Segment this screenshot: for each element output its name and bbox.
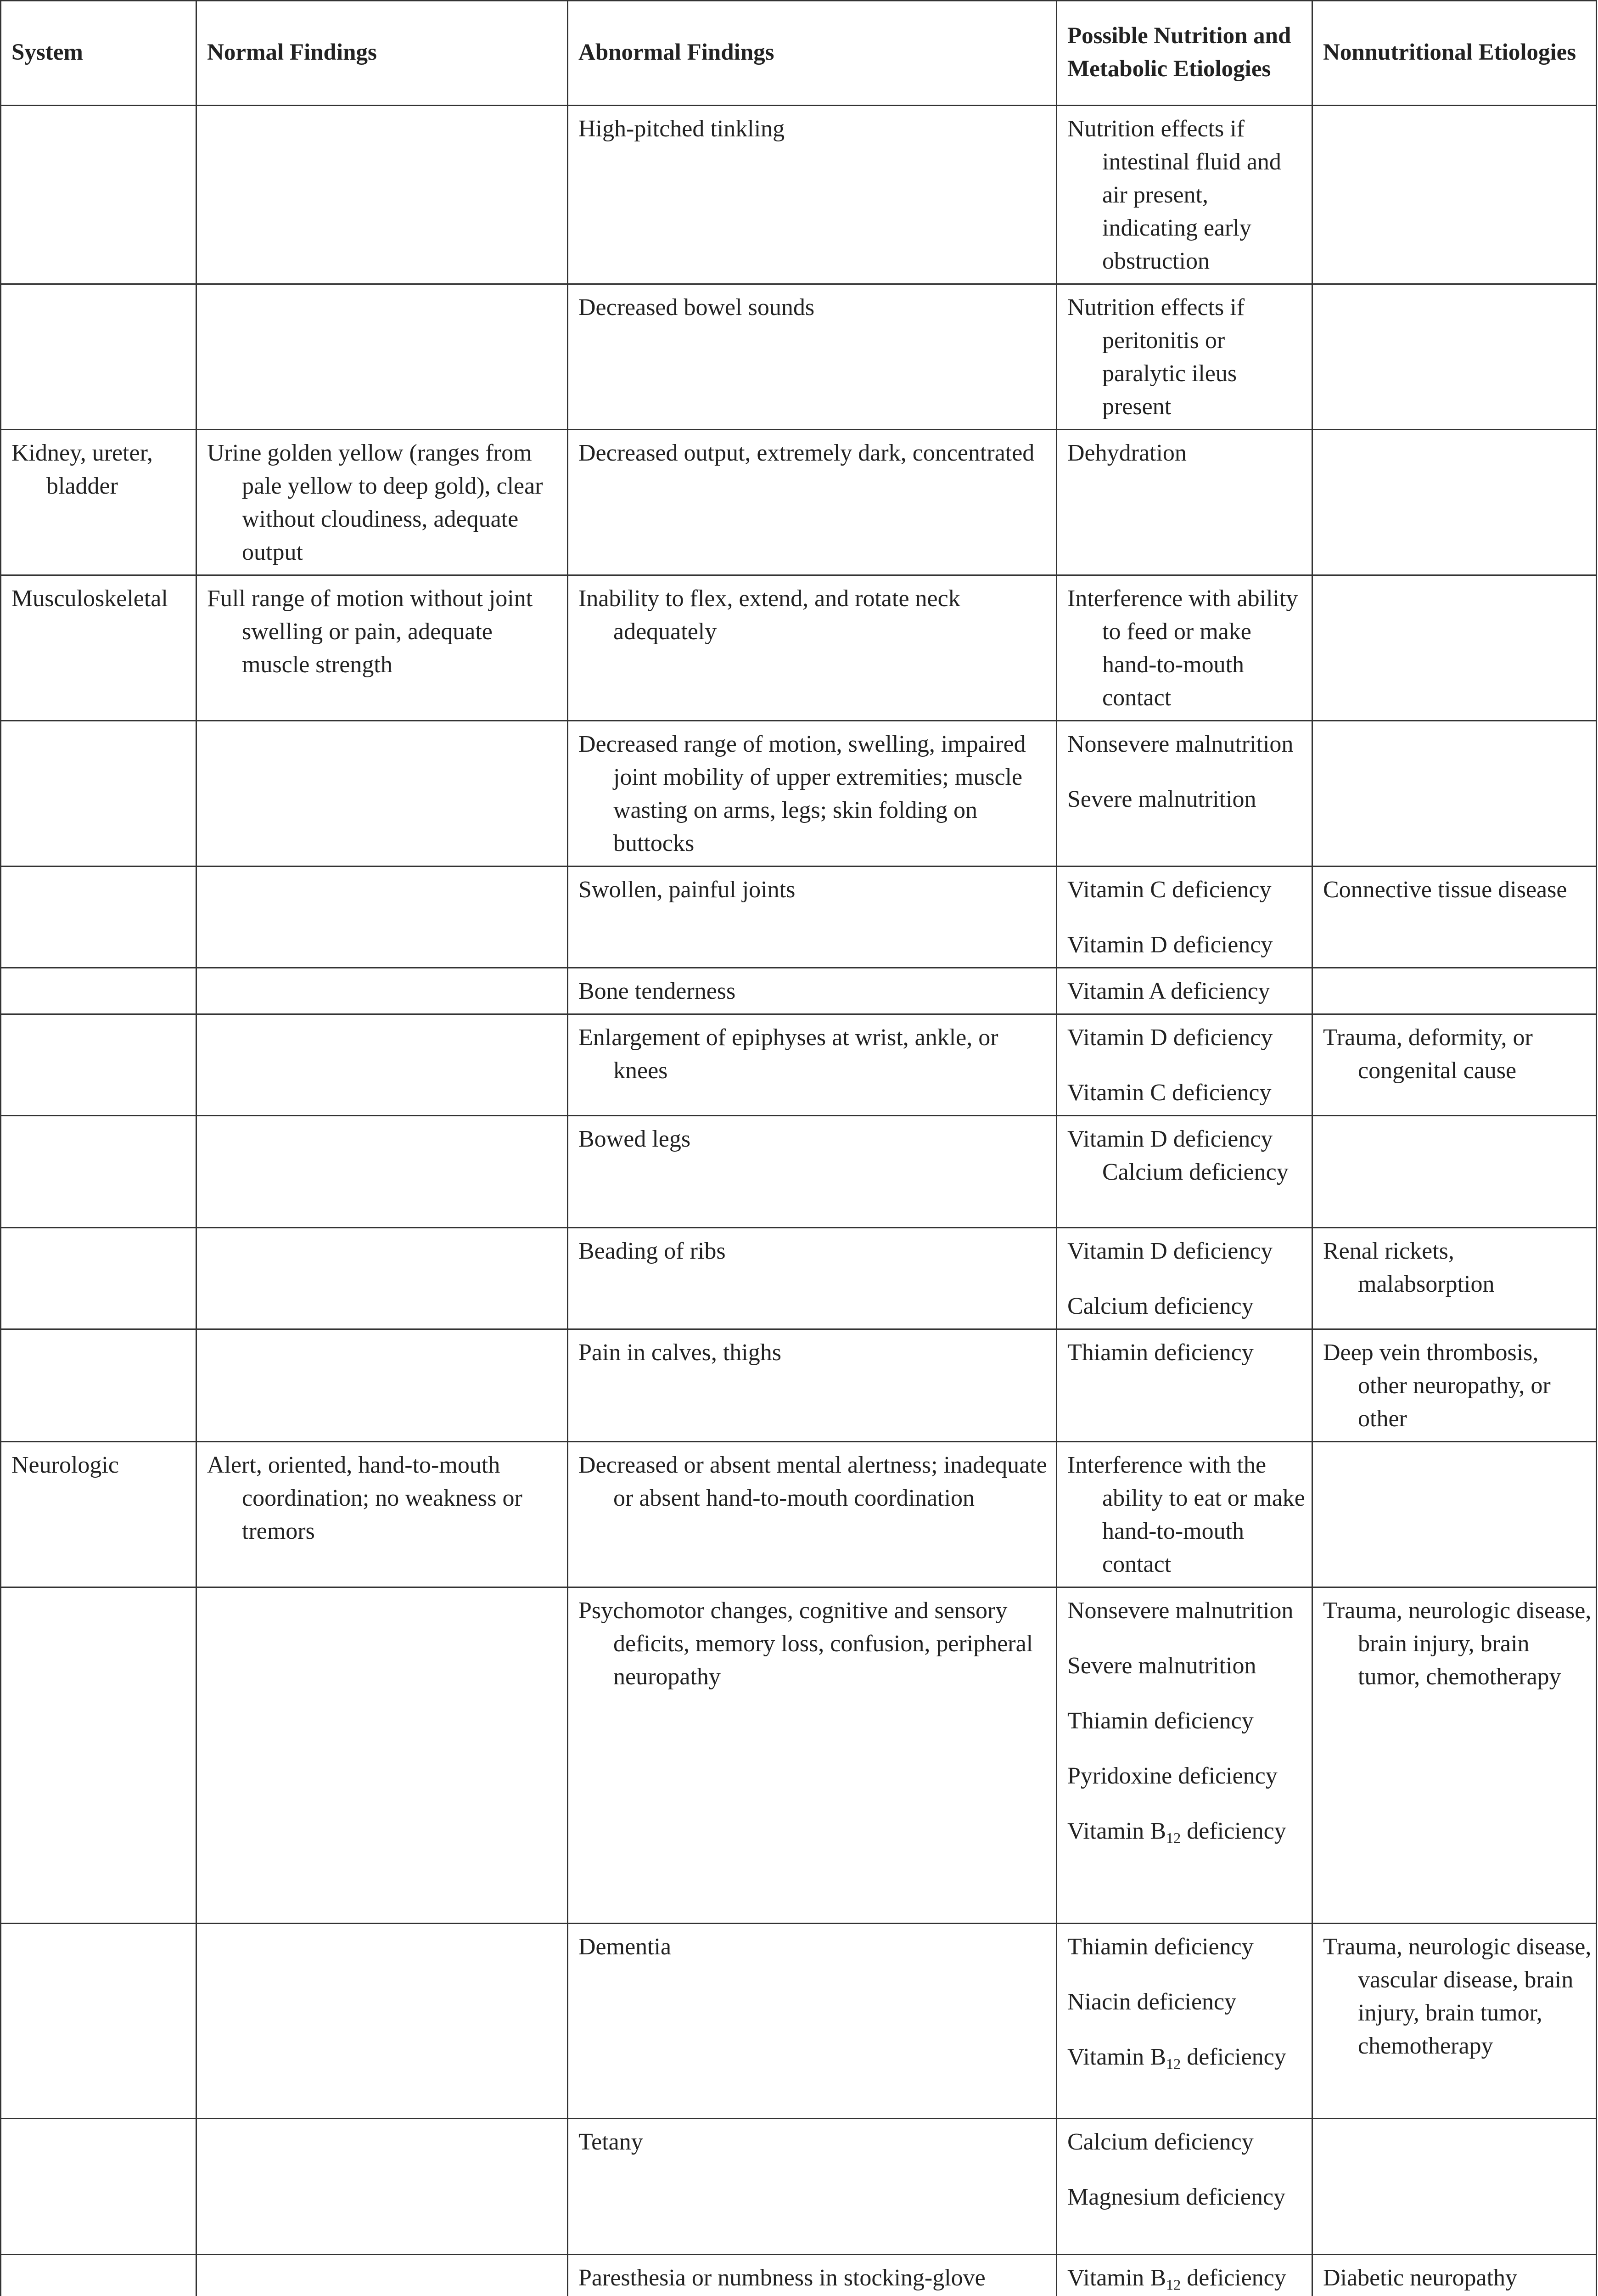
cell-abnormal-findings-text: Paresthesia or numbness in stocking-glove <box>578 2265 986 2291</box>
cell-abnormal-findings <box>568 1442 1057 1587</box>
etiology-entry: Dehydration <box>1067 440 1187 466</box>
cell-abnormal-findings-text: Swollen, painful joints <box>578 877 796 903</box>
cell-nonnutritional-etiologies-text: Trauma, neurologic disease, vascular disease, brain injury, brain tumor, chemotherapy <box>1323 1934 1592 2059</box>
etiology-entry: Niacin deficiency <box>1067 1989 1237 2015</box>
cell-normal-findings <box>196 1228 568 1329</box>
cell-nutrition-etiologies <box>1057 106 1312 284</box>
cell-system <box>1 2119 196 2255</box>
cell-abnormal-findings <box>568 721 1057 867</box>
cell-nonnutritional-etiologies <box>1312 284 1597 430</box>
cell-nutrition-etiologies <box>1057 2255 1312 2296</box>
cell-nutrition-etiologies <box>1057 1228 1312 1329</box>
table-row <box>1 721 1597 867</box>
cell-nonnutritional-etiologies-text: Trauma, deformity, or congenital cause <box>1323 1024 1533 1084</box>
cell-nonnutritional-etiologies <box>1312 968 1597 1014</box>
cell-normal-findings-text: Full range of motion without joint swelling or pain, adequate muscle strength <box>207 585 533 678</box>
table-body <box>1 106 1597 2296</box>
cell-abnormal-findings-text: Beading of ribs <box>578 1238 726 1264</box>
etiology-entry: Vitamin D deficiency <box>1067 1238 1273 1264</box>
etiology-entry: Vitamin D deficiency <box>1067 1024 1273 1051</box>
etiology-entry: Vitamin A deficiency <box>1067 978 1270 1004</box>
table-row <box>1 284 1597 430</box>
table-row <box>1 2255 1597 2296</box>
cell-normal-findings <box>196 721 568 867</box>
cell-normal-findings <box>196 575 568 721</box>
cell-system <box>1 575 196 721</box>
etiology-entry: Vitamin $B_{12}$ deficiency <box>1067 2044 1286 2072</box>
cell-nonnutritional-etiologies-text: Diabetic neuropathy <box>1323 2265 1518 2291</box>
cell-nutrition-etiologies <box>1057 575 1312 721</box>
etiology-entry: Calcium deficiency <box>1067 1293 1254 1319</box>
cell-abnormal-findings-text: Enlargement of epiphyses at wrist, ankle, or knees <box>578 1024 998 1084</box>
cell-system <box>1 106 196 284</box>
cell-nutrition-etiologies <box>1057 2119 1312 2255</box>
cell-system <box>1 721 196 867</box>
cell-nonnutritional-etiologies <box>1312 1587 1597 1924</box>
cell-nonnutritional-etiologies-text: Trauma, neurologic disease, brain injury, brain tumor, chemotherapy <box>1323 1598 1592 1690</box>
cell-abnormal-findings <box>568 2255 1057 2296</box>
cell-abnormal-findings <box>568 575 1057 721</box>
etiology-entry: Nonsevere malnutrition <box>1067 731 1294 757</box>
etiology-entry: Calcium deficiency <box>1067 2129 1254 2155</box>
etiology-entry: Severe malnutrition <box>1067 1653 1256 1679</box>
cell-nonnutritional-etiologies <box>1312 106 1597 284</box>
cell-system <box>1 1587 196 1924</box>
etiology-entry: Pyridoxine deficiency <box>1067 1763 1278 1789</box>
cell-nonnutritional-etiologies <box>1312 1442 1597 1587</box>
etiology-entry: Vitamin D deficiency <box>1067 932 1273 958</box>
table-row <box>1 1329 1597 1442</box>
cell-nonnutritional-etiologies <box>1312 1924 1597 2119</box>
table-row <box>1 1587 1597 1924</box>
cell-system <box>1 1329 196 1442</box>
cell-normal-findings <box>196 1442 568 1587</box>
cell-system <box>1 1228 196 1329</box>
table-row <box>1 968 1597 1014</box>
cell-nutrition-etiologies <box>1057 1587 1312 1924</box>
cell-normal-findings <box>196 968 568 1014</box>
cell-abnormal-findings <box>568 1587 1057 1924</box>
cell-abnormal-findings <box>568 968 1057 1014</box>
cell-abnormal-findings-text: Bowed legs <box>578 1126 691 1152</box>
cell-abnormal-findings-text: Inability to flex, extend, and rotate neck adequately <box>578 585 960 645</box>
cell-nonnutritional-etiologies <box>1312 721 1597 867</box>
etiology-entry: Interference with ability to feed or make hand-to-mouth contact <box>1067 585 1298 711</box>
cell-normal-findings <box>196 867 568 968</box>
cell-nutrition-etiologies <box>1057 1924 1312 2119</box>
cell-abnormal-findings <box>568 1116 1057 1228</box>
etiology-entry: Magnesium deficiency <box>1067 2184 1286 2210</box>
cell-nutrition-etiologies <box>1057 968 1312 1014</box>
cell-abnormal-findings-text: Decreased output, extremely dark, concentrated <box>578 440 1035 466</box>
table-row <box>1 106 1597 284</box>
cell-nutrition-etiologies <box>1057 1329 1312 1442</box>
cell-normal-findings <box>196 284 568 430</box>
header-nutrition-etiologies: Possible Nutrition and Metabolic Etiologies <box>1057 1 1312 106</box>
cell-normal-findings <box>196 430 568 575</box>
cell-system <box>1 1014 196 1116</box>
cell-nonnutritional-etiologies <box>1312 867 1597 968</box>
cell-normal-findings-text: Alert, oriented, hand-to-mouth coordination; no weakness or tremors <box>207 1452 522 1544</box>
cell-nutrition-etiologies <box>1057 284 1312 430</box>
cell-system <box>1 968 196 1014</box>
cell-normal-findings <box>196 1329 568 1442</box>
table-row <box>1 430 1597 575</box>
cell-nutrition-etiologies <box>1057 1442 1312 1587</box>
header-normal-findings: Normal Findings <box>196 1 568 106</box>
etiology-entry: Nutrition effects if intestinal fluid and air present, indicating early obstruction <box>1067 116 1281 274</box>
cell-nonnutritional-etiologies <box>1312 1329 1597 1442</box>
cell-abnormal-findings <box>568 867 1057 968</box>
cell-system <box>1 867 196 968</box>
cell-normal-findings <box>196 1924 568 2119</box>
cell-abnormal-findings-text: Psychomotor changes, cognitive and sensory deficits, memory loss, confusion, peripheral neuropathy <box>578 1598 1033 1690</box>
cell-normal-findings <box>196 1014 568 1116</box>
cell-nonnutritional-etiologies-text: Connective tissue disease <box>1323 877 1567 903</box>
cell-system-text: Neurologic <box>11 1452 119 1478</box>
cell-normal-findings <box>196 1116 568 1228</box>
cell-abnormal-findings-text: Pain in calves, thighs <box>578 1339 781 1366</box>
cell-nonnutritional-etiologies-text: Deep vein thrombosis, other neuropathy, or other <box>1323 1339 1551 1432</box>
cell-abnormal-findings <box>568 1014 1057 1116</box>
table-header <box>1 1 1597 106</box>
table-row <box>1 1116 1597 1228</box>
etiology-entry: Thiamin deficiency <box>1067 1934 1254 1960</box>
header-abnormal-findings: Abnormal Findings <box>568 1 1057 106</box>
cell-abnormal-findings-text: Tetany <box>578 2129 643 2155</box>
cell-nonnutritional-etiologies <box>1312 430 1597 575</box>
cell-system <box>1 2255 196 2296</box>
cell-abnormal-findings <box>568 1228 1057 1329</box>
cell-system-text: Musculoskeletal <box>11 585 168 612</box>
etiology-entry: Thiamin deficiency <box>1067 1708 1254 1734</box>
header-row <box>1 1 1597 106</box>
etiology-entry: Thiamin deficiency <box>1067 1339 1254 1366</box>
cell-nonnutritional-etiologies <box>1312 2255 1597 2296</box>
cell-system-text: Kidney, ureter, bladder <box>11 440 153 499</box>
cell-system <box>1 284 196 430</box>
cell-system <box>1 1924 196 2119</box>
etiology-entry: Vitamin $B_{12}$ deficiency <box>1067 1818 1286 1846</box>
cell-abnormal-findings-text: High-pitched tinkling <box>578 116 785 142</box>
cell-normal-findings-text: Urine golden yellow (ranges from pale yellow to deep gold), clear without cloudiness, adequate output <box>207 440 543 565</box>
cell-abnormal-findings <box>568 284 1057 430</box>
cell-system <box>1 1442 196 1587</box>
table-row <box>1 1924 1597 2119</box>
cell-abnormal-findings-text: Decreased or absent mental alertness; inadequate or absent hand-to-mouth coordination <box>578 1452 1047 1511</box>
cell-abnormal-findings <box>568 106 1057 284</box>
cell-abnormal-findings-text: Bone tenderness <box>578 978 736 1004</box>
cell-normal-findings <box>196 106 568 284</box>
cell-abnormal-findings <box>568 1924 1057 2119</box>
cell-nutrition-etiologies <box>1057 1116 1312 1228</box>
etiology-entry: Severe malnutrition <box>1067 786 1256 812</box>
cell-normal-findings <box>196 2119 568 2255</box>
cell-abnormal-findings <box>568 1329 1057 1442</box>
cell-abnormal-findings-text: Decreased bowel sounds <box>578 294 815 321</box>
etiology-entry: Nutrition effects if peritonitis or paralytic ileus present <box>1067 294 1245 420</box>
etiology-entry: Nonsevere malnutrition <box>1067 1598 1294 1624</box>
etiology-entry: Vitamin $B_{12}$ deficiency <box>1067 2265 1286 2293</box>
etiology-entry: Interference with the ability to eat or make hand-to-mouth contact <box>1067 1452 1305 1577</box>
table-row <box>1 1014 1597 1116</box>
etiology-entry: Vitamin C deficiency <box>1067 877 1272 903</box>
cell-normal-findings <box>196 2255 568 2296</box>
cell-system <box>1 1116 196 1228</box>
cell-nutrition-etiologies <box>1057 1014 1312 1116</box>
cell-nutrition-etiologies <box>1057 721 1312 867</box>
cell-nonnutritional-etiologies <box>1312 1116 1597 1228</box>
cell-abnormal-findings-text: Dementia <box>578 1934 672 1960</box>
cell-abnormal-findings <box>568 2119 1057 2255</box>
cell-nonnutritional-etiologies-text: Renal rickets, malabsorption <box>1323 1238 1495 1297</box>
cell-system <box>1 430 196 575</box>
cell-nonnutritional-etiologies <box>1312 1014 1597 1116</box>
cell-nonnutritional-etiologies <box>1312 1228 1597 1329</box>
cell-nonnutritional-etiologies <box>1312 2119 1597 2255</box>
cell-abnormal-findings-text: Decreased range of motion, swelling, impaired joint mobility of upper extremities; muscle wasting on arms, legs; skin folding on buttocks <box>578 731 1026 856</box>
header-system: System <box>1 1 196 106</box>
cell-normal-findings <box>196 1587 568 1924</box>
table-row <box>1 575 1597 721</box>
cell-nutrition-etiologies <box>1057 430 1312 575</box>
cell-nutrition-etiologies <box>1057 867 1312 968</box>
etiology-entry: Vitamin C deficiency <box>1067 1080 1272 1106</box>
table-row <box>1 2119 1597 2255</box>
cell-abnormal-findings <box>568 430 1057 575</box>
header-nonnutritional-etiologies: Nonnutritional Etiologies <box>1312 1 1597 106</box>
table-row <box>1 1228 1597 1329</box>
etiology-entry: Vitamin D deficiency Calcium deficiency <box>1067 1126 1289 1185</box>
cell-nonnutritional-etiologies <box>1312 575 1597 721</box>
table-row <box>1 867 1597 968</box>
table-row <box>1 1442 1597 1587</box>
